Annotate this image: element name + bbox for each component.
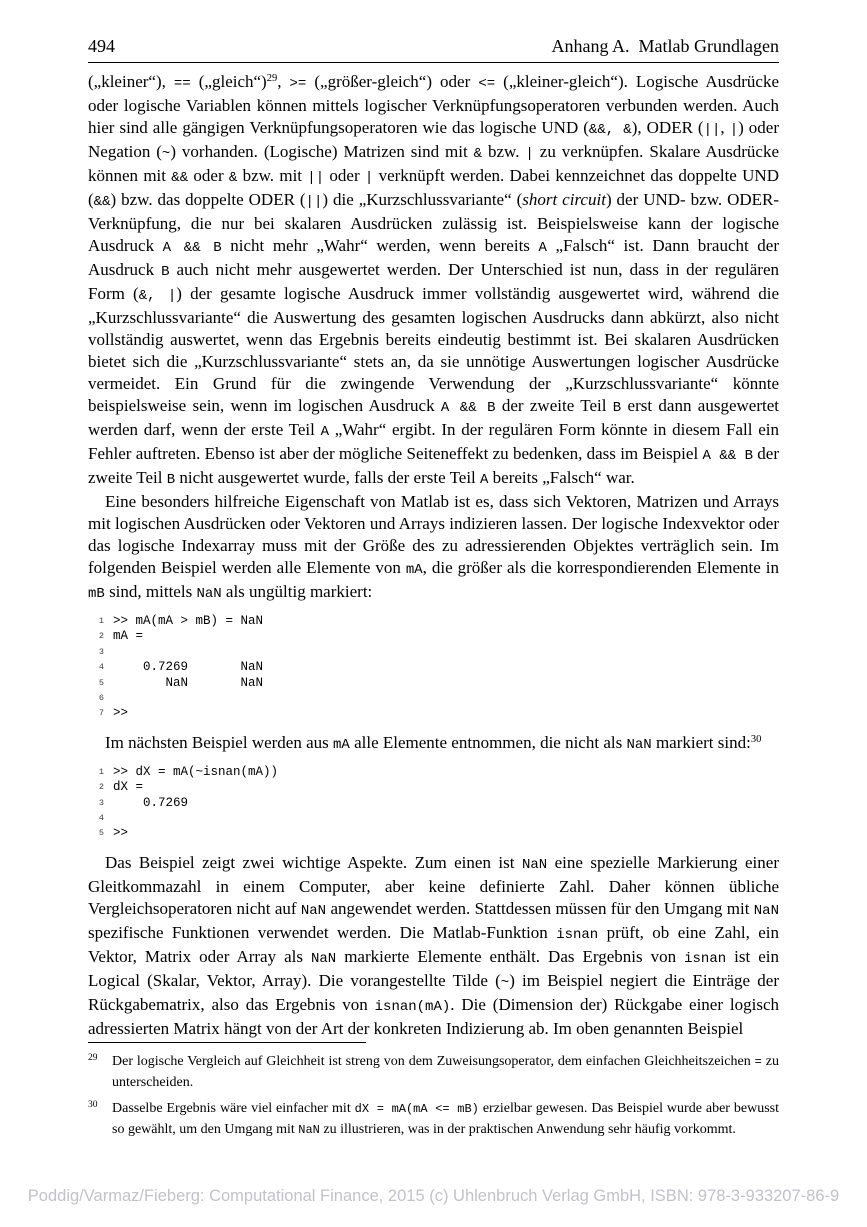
text-run: Im nächsten Beispiel werden aus [105, 732, 334, 752]
inline-code: | [729, 122, 739, 138]
inline-code: && [93, 194, 111, 210]
text-run: ) oder Negation ( [88, 118, 779, 161]
line-number: 4 [98, 813, 104, 824]
inline-code: == [173, 76, 191, 92]
inline-code: &, | [138, 288, 177, 304]
paragraph [88, 852, 779, 1040]
code-line [90, 706, 779, 721]
inline-code: A && B [702, 448, 753, 464]
text-run: bereits „Falsch“ war. [488, 468, 635, 487]
footnote-marker: 29 [88, 1053, 98, 1063]
line-number: 6 [98, 693, 104, 704]
code-text: NaN NaN [113, 675, 264, 690]
text-run: . Die (Dimension der) Rückgabe einer logisch adressierten Matrix hängt von der Art der konkreten Indizierung ab. Im oben genannten Beispiel [88, 994, 779, 1038]
text-run: , [720, 118, 730, 137]
footnote [88, 1099, 779, 1140]
line-number: 1 [98, 766, 104, 777]
text-run: spezifische Funktionen verwendet werden. Die Matlab-Funktion [88, 922, 557, 942]
text-run: nicht ausgewertet wurde, falls der erste Teil [175, 468, 481, 487]
text-run: ) der gesamte logische Ausdruck immer vollständig ausgewertet wird, während die „Kurzschlussvariante“ die Auswertung des gesamten logischen Ausdrucks dann abkürzt, also nicht vollständig auswertet, wenn das Ergebnis bereits eindeutig bestimmt ist. Bei skalaren Ausdrücken bietet sich die „Kurzschlussvariante“ stets an, da sie unnötige Auswertungen logischer Ausdrücke vermeidet. Ein Grund für die zwingende Verwendung der „Kurzschlussvariante“ könnte beispielsweise sein, wenn im logischen Ausdruck [88, 284, 779, 415]
footnote-separator [88, 1042, 366, 1043]
code-line [90, 629, 779, 644]
footnote-block [88, 1042, 779, 1147]
inline-code: NaN [521, 856, 548, 873]
code-text: 0.7269 NaN [113, 660, 264, 675]
text-run: markierte Elemente enthält. Das Ergebnis von [336, 946, 685, 966]
inline-code: mA [405, 562, 423, 578]
inline-code: ~ [161, 146, 171, 162]
inline-code: A && B [440, 400, 496, 416]
code-text [113, 691, 121, 706]
footnote-ref: 30 [750, 733, 762, 745]
text-run: der zweite Teil [495, 396, 613, 415]
line-number: 5 [98, 677, 104, 688]
inline-code: isnan [556, 926, 599, 943]
code-text: >> [113, 826, 129, 841]
inline-code: mA [333, 736, 350, 753]
inline-code: <= [478, 76, 496, 92]
line-number: 1 [98, 616, 104, 626]
line-number: 3 [98, 797, 104, 808]
text-run: verknüpft werden. Dabei kennzeichnet das doppelte UND ( [88, 166, 779, 209]
inline-code: && [171, 170, 189, 186]
code-listing [90, 614, 779, 722]
running-header [88, 36, 779, 63]
text-run: prüft, ob eine Zahl, ein Vektor, Matrix oder Array als [88, 922, 779, 966]
text-run: , die größer als die korrespondierenden Elemente in [422, 558, 779, 577]
paragraph [88, 732, 779, 756]
inline-code: isnan(mA) [374, 998, 451, 1015]
text-run: („kleiner-gleich“). Logische Ausdrücke oder logische Variablen können mittels logischer Verknüpfungsoperatoren verbunden werden. Auch hier sind alle gängigen Verknüpfungsoperatoren wie das logische UND ( [88, 72, 779, 137]
text-run: angewendet werden. Stattdessen müssen für den Umgang mit [326, 898, 754, 918]
inline-code: B [612, 400, 622, 416]
line-number: 3 [98, 646, 104, 657]
text-run: („gleich“) [190, 72, 267, 91]
text-run: ) im Beispiel negiert die Einträge der Rückgabematrix, also das Ergebnis von [88, 970, 779, 1014]
text-run: eine spezielle Markierung einer Gleitkommazahl in einem Computer, aber keine definierte Zahl. Daher können übliche Vergleichsoperatoren nicht auf [88, 852, 779, 918]
code-line [90, 811, 779, 826]
text-run: zu illustrieren, was in der praktischen Anwendung sehr häufig vorkommt. [319, 1121, 736, 1137]
text-run: bzw. [482, 142, 526, 161]
code-text: mA = [113, 629, 144, 644]
inline-code: NaN [753, 902, 779, 919]
inline-code: &&, & [588, 122, 632, 138]
text-run: Der logische Vergleich auf Gleichheit ist streng von dem Zuweisungsoperator, dem einfachen Gleichheitszeichen [112, 1054, 755, 1069]
text-run: nicht mehr „Wahr“ werden, wenn bereits [221, 236, 539, 255]
inline-code: || [703, 122, 721, 138]
inline-code: || [305, 194, 323, 210]
code-text: >> mA(mA > mB) = NaN [113, 614, 264, 628]
text-run: Das Beispiel zeigt zwei wichtige Aspekte. Zum einen ist [105, 852, 522, 872]
line-number: 4 [98, 662, 104, 673]
page-number: 494 [88, 36, 115, 56]
text-run: als ungültig markiert: [221, 582, 373, 601]
footnote-marker: 30 [88, 1100, 98, 1110]
code-text: 0.7269 [113, 795, 189, 810]
footnote-text [112, 1052, 779, 1092]
inline-code: = [754, 1055, 762, 1069]
text-run: ) vorhanden. (Logische) Matrizen sind mit [170, 142, 474, 161]
copyright-footer [0, 1186, 867, 1206]
text-run: oder [188, 166, 229, 185]
text-run: („größer-gleich“) oder [306, 72, 479, 91]
text-run: , [277, 72, 290, 91]
inline-code: | [364, 170, 374, 186]
text-run: ) der UND- bzw. ODER-Verknüpfung, die nur bei skalaren Ausdrücken zulässig ist. Beispielsweise kann der logische Ausdruck [88, 190, 779, 255]
footnote-text [112, 1099, 779, 1140]
inline-code: dX = mA(mA <= mB) [354, 1102, 479, 1116]
text-run: markiert sind: [651, 732, 751, 752]
inline-code: mB [88, 586, 105, 602]
text-run: oder [324, 166, 365, 185]
footer-text: Poddig/Varmaz/Fieberg: Computational Finance, 2015 (c) Uhlenbruch Verlag GmbH, ISBN: 978-3-933207-86-9 [27, 1187, 840, 1205]
code-text: dX = [113, 780, 144, 795]
inline-code: >= [289, 76, 307, 92]
text-run: Dasselbe Ergebnis wäre viel einfacher mit [112, 1101, 355, 1116]
code-text: >> [113, 706, 129, 721]
text-run: der zweite Teil [88, 444, 779, 487]
inline-code: NaN [300, 902, 327, 919]
text-run: „Wahr“ ergibt. In der regulären Form könnte in diesem Fall ein Fehler auftreten. Ebenso ist aber der mögliche Seiteneffekt zu bedenken, dass im Beispiel [88, 420, 779, 463]
code-text [113, 811, 121, 826]
inline-code: A [480, 472, 489, 488]
text-run: „Falsch“ ist. Dann braucht der Ausdruck [88, 236, 779, 279]
inline-code: A [538, 240, 547, 256]
code-line [90, 691, 779, 706]
inline-code: ~ [500, 974, 510, 991]
code-line [90, 796, 779, 811]
text-run: bzw. mit [237, 166, 308, 185]
text-run: alle Elemente entnommen, die nicht als [349, 732, 627, 752]
footnote [88, 1052, 779, 1092]
inline-code: B [166, 472, 176, 488]
text-run: („kleiner“), [88, 72, 174, 91]
code-line [90, 826, 779, 841]
body-text [88, 71, 779, 1043]
inline-code: A && B [162, 240, 222, 256]
line-number: 5 [98, 828, 104, 839]
text-run: ist ein Logical (Skalar, Vektor, Array). Die vorangestellte Tilde ( [88, 946, 779, 990]
text-run: Eine besonders hilfreiche Eigenschaft von Matlab ist es, dass sich Vektoren, Matrizen und Arrays mit logischen Ausdrücken oder Vektoren und Arrays indizieren lassen. Der logische Indexvektor oder das logische Indexarray muss mit der Größe des zu adressierenden Objektes verträglich sein. Im folgenden Beispiel werden alle Elemente von [88, 492, 779, 577]
code-listing [90, 765, 779, 842]
code-line [90, 660, 779, 675]
inline-code: NaN [626, 736, 652, 753]
line-number: 2 [98, 782, 104, 793]
text-run: ) die „Kurzschlussvariante“ ( [322, 190, 523, 209]
paragraph [88, 491, 779, 605]
running-title: Anhang A. Matlab Grundlagen [551, 36, 779, 56]
code-line [90, 765, 779, 780]
line-number: 7 [98, 708, 104, 719]
code-line [90, 676, 779, 691]
inline-code: NaN [196, 586, 222, 602]
text-run: ) bzw. das doppelte ODER ( [110, 190, 306, 209]
code-line [90, 614, 779, 629]
inline-code: | [525, 146, 534, 162]
line-number: 2 [98, 631, 104, 642]
text-run: erzielbar gewesen. Das Beispiel wurde aber bewusst so gewählt, um den Umgang mit [112, 1101, 779, 1137]
footnote-ref: 29 [266, 73, 278, 84]
inline-code: B [161, 264, 170, 280]
inline-code: & [228, 170, 238, 186]
text-run: auch nicht mehr ausgewertet werden. Der Unterschied ist nun, dass in der regulären Form ( [88, 260, 779, 303]
inline-code: NaN [298, 1122, 320, 1137]
text-run: zu unterscheiden. [112, 1054, 779, 1090]
code-line [90, 645, 779, 660]
text-run: erst dann ausgewertet werden darf, wenn der erste Teil [88, 396, 779, 439]
inline-code: isnan [684, 950, 727, 967]
code-text [113, 645, 121, 660]
code-text: >> dX = mA(~isnan(mA)) [113, 764, 279, 779]
inline-code: A [320, 424, 330, 440]
inline-code: NaN [310, 950, 337, 967]
inline-code: & [473, 146, 483, 162]
text-run: ), ODER ( [631, 118, 704, 137]
text-run: sind, mittels [104, 582, 197, 601]
text-run: zu verknüpfen. Skalare Ausdrücke können mit [88, 142, 779, 185]
code-line [90, 780, 779, 795]
italic-text-run: short circuit [522, 190, 606, 209]
paragraph [88, 71, 779, 491]
inline-code: || [307, 170, 325, 186]
